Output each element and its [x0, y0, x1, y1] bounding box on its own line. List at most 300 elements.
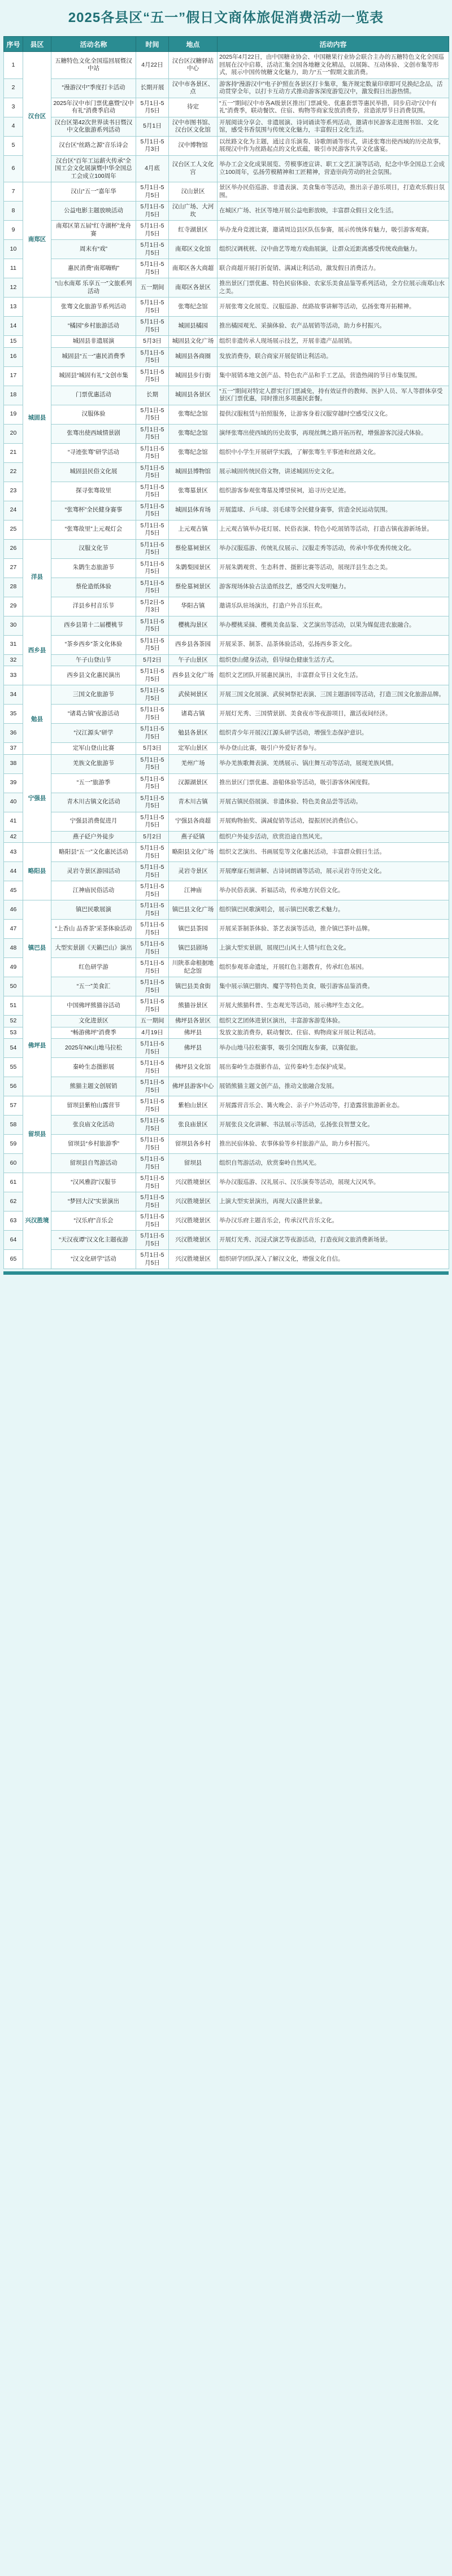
- table-row: [4, 920, 449, 939]
- event-description: 组织汉调桄桄、汉中曲艺等地方戏曲展演，让群众近距离感受传统戏曲魅力。: [218, 240, 449, 259]
- row-number: 48: [4, 939, 23, 958]
- table-row: [4, 539, 449, 558]
- row-number: 11: [4, 259, 23, 278]
- row-number: 63: [4, 1212, 23, 1231]
- row-number: 60: [4, 1154, 23, 1173]
- event-description: 开展采茶制茶体验、茶艺表演等活动，推介镇巴茶叶品牌。: [218, 920, 449, 939]
- event-name: 洋县乡村音乐节: [51, 597, 136, 616]
- table-row: [4, 182, 449, 202]
- event-date: 5月1日-5月5日: [136, 920, 169, 939]
- event-date: 5月1日-5月5日: [136, 939, 169, 958]
- event-venue: 城固县各商圈: [169, 347, 218, 366]
- table-row: [4, 616, 449, 635]
- event-description: 举办登山比赛，吸引户外爱好者参与。: [218, 743, 449, 755]
- event-date: 5月1日-5月5日: [136, 1077, 169, 1096]
- event-date: 5月1日-5月5日: [136, 443, 169, 462]
- event-name: 汉服文化节: [51, 539, 136, 558]
- event-venue: 留坝县: [169, 1154, 218, 1173]
- event-name: 略阳县“五一”文化惠民活动: [51, 843, 136, 862]
- row-number: 59: [4, 1135, 23, 1154]
- row-number: 6: [4, 155, 23, 182]
- table-row: [4, 977, 449, 996]
- event-venue: 华阳古镇: [169, 597, 218, 616]
- event-venue: 灵岩寺景区: [169, 862, 218, 881]
- event-description: 展示城固传统民俗文物，讲述城固历史文化。: [218, 462, 449, 482]
- table-row: [4, 1192, 449, 1212]
- table-row: [4, 743, 449, 755]
- event-venue: 蔡伦墓祠景区: [169, 539, 218, 558]
- event-venue: 西乡县各茶园: [169, 635, 218, 654]
- event-date: 5月1日-5月5日: [136, 1058, 169, 1077]
- event-description: 开展灯光秀、沉浸式演艺等夜游活动，打造夜间文旅消费新场景。: [218, 1231, 449, 1250]
- row-number: 33: [4, 666, 23, 685]
- event-venue: 羌州广场: [169, 754, 218, 773]
- table-row: [4, 1058, 449, 1077]
- event-date: 5月1日-5月5日: [136, 724, 169, 743]
- table-row: [4, 1027, 449, 1039]
- event-date: 4月22日: [136, 52, 169, 79]
- row-number: 47: [4, 920, 23, 939]
- event-venue: 朱鹮梨园景区: [169, 558, 218, 578]
- table-row: [4, 685, 449, 705]
- event-description: “五一”期间汉中市各A级景区推出门票减免、优惠套票等惠民举措，同步启动“汉中有礼”消费季，联动餐饮、住宿、购物等商家发放消费券，营造浓厚节日消费氛围。: [218, 98, 449, 117]
- row-number: 19: [4, 405, 23, 424]
- table-row: [4, 386, 449, 405]
- row-number: 54: [4, 1039, 23, 1058]
- table-row: [4, 597, 449, 616]
- event-date: 5月1日-5月5日: [136, 773, 169, 793]
- table-row: [4, 1135, 449, 1154]
- event-name: “汉文化研学”活动: [51, 1250, 136, 1269]
- event-venue: 川陕革命根据地纪念馆: [169, 958, 218, 977]
- event-date: 5月1日-5月5日: [136, 705, 169, 724]
- event-date: 五一期间: [136, 1016, 169, 1027]
- event-venue: 城固县文化广场: [169, 336, 218, 348]
- event-date: 5月1日-5月5日: [136, 424, 169, 443]
- event-description: 联合商超开展打折促销、满减让利活动，激发假日消费活力。: [218, 259, 449, 278]
- table-row: [4, 336, 449, 348]
- row-number: 38: [4, 754, 23, 773]
- event-name: “梦回大汉”实景演出: [51, 1192, 136, 1212]
- event-date: 5月1日-5月5日: [136, 793, 169, 812]
- table-row: [4, 1154, 449, 1173]
- county-cell: 略阳县: [23, 843, 51, 900]
- event-name: 蔡伦造纸体验: [51, 578, 136, 597]
- event-date: 5月1日-5月5日: [136, 202, 169, 221]
- event-name: 午子山登山节: [51, 654, 136, 666]
- page-title: 2025各县区“五一”假日文商体旅促消费活动一览表: [68, 10, 384, 25]
- table-row: [4, 1212, 449, 1231]
- table-row: [4, 482, 449, 501]
- event-description: 在城区广场、社区等地开展公益电影放映，丰富群众假日文化生活。: [218, 202, 449, 221]
- event-venue: 兴汉胜境景区: [169, 1173, 218, 1192]
- event-venue: 南郑区各景区: [169, 278, 218, 298]
- event-description: 组织中小学生开展研学实践，了解张骞生平事迹和丝路文化。: [218, 443, 449, 462]
- event-name: “橘园”乡村旅游活动: [51, 317, 136, 336]
- row-number: 30: [4, 616, 23, 635]
- row-number: 41: [4, 812, 23, 831]
- event-description: 开展阅读分享会、非遗展演、诗词诵读等系列活动，邀请市民游客走进图书馆、文化馆，感受书香氛围与传统文化魅力，丰富假日文化生活。: [218, 117, 449, 136]
- event-date: 5月1日-5月5日: [136, 666, 169, 685]
- event-date: 5月1日-5月5日: [136, 462, 169, 482]
- event-description: 开展大熊猫科普、生态观光等活动，展示佛坪生态文化。: [218, 996, 449, 1016]
- event-description: 游客持“漫游汉中”电子护照在各景区打卡集章，集齐规定数量印章即可兑换纪念品，活动贯穿全年，以打卡互动方式推动游客深度游览汉中，激发假日出游热情。: [218, 78, 449, 98]
- event-venue: 汉中市图书馆、汉台区文化馆: [169, 117, 218, 136]
- event-name: “茶乡西乡”茶文化体验: [51, 635, 136, 654]
- event-name: 2025年NK山地马拉松: [51, 1039, 136, 1058]
- event-name: 留坝县自驾游活动: [51, 1154, 136, 1173]
- table-row: [4, 366, 449, 386]
- event-name: 羌族文化旅游节: [51, 754, 136, 773]
- table-row: [4, 635, 449, 654]
- event-description: 开展采茶、制茶、品茶体验活动，弘扬西乡茶文化。: [218, 635, 449, 654]
- event-name: “上香山 品香茶”采茶体验活动: [51, 920, 136, 939]
- table-row: [4, 812, 449, 831]
- event-date: 5月1日-5月5日: [136, 754, 169, 773]
- event-date: 4月底: [136, 155, 169, 182]
- event-name: 惠民消费“南郑嗨购”: [51, 259, 136, 278]
- table-row: [4, 1096, 449, 1116]
- event-description: 开展摩崖石刻讲解、古诗词朗诵等活动，展示灵岩寺历史文化。: [218, 862, 449, 881]
- event-description: 举办工会文化成果展览、劳模事迹宣讲、职工文艺汇演等活动，纪念中华全国总工会成立100周年，弘扬劳模精神和工匠精神，营造崇尚劳动的社会氛围。: [218, 155, 449, 182]
- event-date: 5月1日-5月5日: [136, 221, 169, 240]
- row-number: 35: [4, 705, 23, 724]
- county-cell: 镇巴县: [23, 900, 51, 996]
- event-name: 门票优惠活动: [51, 386, 136, 405]
- table-row: [4, 666, 449, 685]
- row-number: 36: [4, 724, 23, 743]
- event-description: 组织镇巴民歌演唱会，展示镇巴民歌艺术魅力。: [218, 900, 449, 920]
- row-number: 1: [4, 52, 23, 79]
- event-name: 青木川古镇文化活动: [51, 793, 136, 812]
- event-venue: 张骞纪念馆: [169, 405, 218, 424]
- county-cell: 勉县: [23, 685, 51, 755]
- county-cell: 佛坪县: [23, 996, 51, 1096]
- table-row: [4, 724, 449, 743]
- event-description: 开展灯光秀、三国情景剧、美食夜市等夜游项目，激活夜间经济。: [218, 705, 449, 724]
- event-description: 推出民宿体验、农事体验等乡村旅游产品，助力乡村振兴。: [218, 1135, 449, 1154]
- event-name: “五一”旅游季: [51, 773, 136, 793]
- event-venue: 佛坪县: [169, 1039, 218, 1058]
- event-date: 5月1日-5月5日: [136, 881, 169, 900]
- event-date: 5月1日-5月5日: [136, 1116, 169, 1135]
- event-description: 2025年4月22日，由中国糖业协会、中国糖果行业协会联合主办的五糖特色文化全国巡回展在汉中启幕，活动汇集全国各地糖文化精品，以展陈、互动体验、文创市集等形式，展示中国传统糖文化魅力，助力“五一”假期文旅消费。: [218, 52, 449, 79]
- event-date: 5月1日-5月5日: [136, 347, 169, 366]
- table-row: [4, 654, 449, 666]
- table-row: [4, 501, 449, 520]
- event-date: 5月3日: [136, 336, 169, 348]
- event-venue: 镇巴县美食街: [169, 977, 218, 996]
- table-row: [4, 754, 449, 773]
- row-number: 53: [4, 1027, 23, 1039]
- row-number: 17: [4, 366, 23, 386]
- event-venue: 留坝县各乡村: [169, 1135, 218, 1154]
- event-name: 文化进景区: [51, 1016, 136, 1027]
- event-venue: 南郑区各大商超: [169, 259, 218, 278]
- event-venue: 汉中博物馆: [169, 136, 218, 155]
- event-description: 举办山地马拉松赛事，吸引全国跑友参赛，以赛促旅。: [218, 1039, 449, 1058]
- row-number: 2: [4, 78, 23, 98]
- bottom-band: [3, 1271, 449, 1275]
- row-number: 28: [4, 578, 23, 597]
- row-number: 32: [4, 654, 23, 666]
- row-number: 49: [4, 958, 23, 977]
- table-row: [4, 881, 449, 900]
- event-date: 5月1日-5月5日: [136, 520, 169, 539]
- row-number: 3: [4, 98, 23, 117]
- row-number: 34: [4, 685, 23, 705]
- event-venue: 江神庙: [169, 881, 218, 900]
- event-description: 集中展示镇巴腊肉、魔芋等特色美食，吸引游客品鉴消费。: [218, 977, 449, 996]
- row-number: 43: [4, 843, 23, 862]
- row-number: 20: [4, 424, 23, 443]
- event-date: 5月1日-5月5日: [136, 405, 169, 424]
- event-name: 探寻张骞故里: [51, 482, 136, 501]
- event-name: “五一”美食汇: [51, 977, 136, 996]
- table-row: [4, 202, 449, 221]
- event-venue: 勉县各景区: [169, 724, 218, 743]
- event-name: 燕子砭户外徒步: [51, 831, 136, 843]
- row-number: 56: [4, 1077, 23, 1096]
- row-number: 21: [4, 443, 23, 462]
- event-description: 推出橘园观光、采摘体验、农产品展销等活动，助力乡村振兴。: [218, 317, 449, 336]
- event-date: 5月1日-5月3日: [136, 136, 169, 155]
- table-row: [4, 520, 449, 539]
- event-date: 5月1日-5月5日: [136, 98, 169, 117]
- row-number: 15: [4, 336, 23, 348]
- event-date: 5月1日-5月5日: [136, 1173, 169, 1192]
- event-name: “漫游汉中”季度打卡活动: [51, 78, 136, 98]
- event-venue: 青木川古镇: [169, 793, 218, 812]
- event-description: 景区举办民俗巡游、非遗表演、美食集市等活动，推出亲子游乐项目，打造欢乐假日氛围。: [218, 182, 449, 202]
- event-name: 城固县“城固有礼”文创市集: [51, 366, 136, 386]
- event-venue: 定军山景区: [169, 743, 218, 755]
- event-name: “天汉夜谭”汉文化主题夜游: [51, 1231, 136, 1250]
- row-number: 64: [4, 1231, 23, 1250]
- event-venue: 城固县博物馆: [169, 462, 218, 482]
- event-description: 提供汉服租赁与拍照服务，让游客身着汉服穿越时空感受汉文化。: [218, 405, 449, 424]
- event-date: 5月1日-5月5日: [136, 635, 169, 654]
- event-description: 组织户外徒步活动，欣赏沿途自然风光。: [218, 831, 449, 843]
- event-description: 组织文艺团体进景区演出，丰富游客游览体验。: [218, 1016, 449, 1027]
- row-number: 10: [4, 240, 23, 259]
- event-description: 组织参观革命遗址，开展红色主题教育，传承红色基因。: [218, 958, 449, 977]
- event-description: 以丝路文化为主题，通过音乐演奏、诗歌朗诵等形式，讲述张骞出使西域的历史故事，展现汉中作为丝路起点的文化底蕴，吸引市民游客共享文化盛宴。: [218, 136, 449, 155]
- table-row: [4, 1039, 449, 1058]
- event-venue: 午子山景区: [169, 654, 218, 666]
- row-number: 39: [4, 773, 23, 793]
- event-venue: 武侯祠景区: [169, 685, 218, 705]
- row-number: 9: [4, 221, 23, 240]
- row-number: 23: [4, 482, 23, 501]
- table-row: [4, 221, 449, 240]
- event-date: 5月1日-5月5日: [136, 900, 169, 920]
- row-number: 27: [4, 558, 23, 578]
- event-venue: 汉源湖景区: [169, 773, 218, 793]
- event-date: 4月19日: [136, 1027, 169, 1039]
- table-row: [4, 900, 449, 920]
- event-date: 5月1日-5月5日: [136, 1212, 169, 1231]
- table-row: [4, 996, 449, 1016]
- row-number: 44: [4, 862, 23, 881]
- table-row: [4, 136, 449, 155]
- table-row: [4, 259, 449, 278]
- event-venue: 张骞纪念馆: [169, 443, 218, 462]
- table-row: [4, 405, 449, 424]
- event-date: 5月1日-5月5日: [136, 578, 169, 597]
- event-venue: 佛坪县各景区: [169, 1016, 218, 1027]
- event-description: 组织登山健身活动，倡导绿色健康生活方式。: [218, 654, 449, 666]
- event-description: 开展购物抽奖、满减促销等活动，提振居民消费信心。: [218, 812, 449, 831]
- event-venue: 张良庙景区: [169, 1116, 218, 1135]
- event-description: 组织文艺演出、书画展览等文化惠民活动，丰富群众假日生活。: [218, 843, 449, 862]
- event-date: 长期: [136, 386, 169, 405]
- row-number: 25: [4, 520, 23, 539]
- event-venue: 镇巴县文化广场: [169, 900, 218, 920]
- table-row: [4, 1231, 449, 1250]
- event-date: 5月1日-5月5日: [136, 958, 169, 977]
- table-row: [4, 278, 449, 298]
- row-number: 55: [4, 1058, 23, 1077]
- table-row: [4, 443, 449, 462]
- row-number: 61: [4, 1173, 23, 1192]
- row-number: 57: [4, 1096, 23, 1116]
- event-name: “汉风雅韵”汉服节: [51, 1173, 136, 1192]
- event-date: 5月1日-5月5日: [136, 1135, 169, 1154]
- event-description: 推出景区门票优惠、游船体验等活动，吸引游客休闲度假。: [218, 773, 449, 793]
- header-venue: 地点: [169, 37, 218, 52]
- row-number: 51: [4, 996, 23, 1016]
- event-venue: 汉台区工人文化宫: [169, 155, 218, 182]
- event-venue: 熊猫谷景区: [169, 996, 218, 1016]
- row-number: 22: [4, 462, 23, 482]
- county-cell: 城固县: [23, 298, 51, 540]
- event-name: 汉台区“丝路之源”音乐诗会: [51, 136, 136, 155]
- row-number: 14: [4, 317, 23, 336]
- event-date: 5月2日-5月3日: [136, 597, 169, 616]
- event-date: 5月1日-5月5日: [136, 182, 169, 202]
- event-date: 5月1日-5月5日: [136, 1250, 169, 1269]
- event-name: 中国佛坪熊猫谷活动: [51, 996, 136, 1016]
- event-name: 张骞文化旅游节系列活动: [51, 298, 136, 317]
- event-description: 推出景区门票优惠、特色民宿体验、农家乐美食品鉴等系列活动，全方位展示南郑山水之美。: [218, 278, 449, 298]
- event-description: 上演大型实景剧，展现巴山风土人情与红色文化。: [218, 939, 449, 958]
- row-number: 7: [4, 182, 23, 202]
- event-description: 开展张骞文化展览、汉服巡游、丝路故事讲解等活动，弘扬张骞开拓精神。: [218, 298, 449, 317]
- table-row: [4, 1016, 449, 1027]
- event-venue: 城固县步行街: [169, 366, 218, 386]
- event-venue: 佛坪县: [169, 1027, 218, 1039]
- event-date: 5月2日: [136, 831, 169, 843]
- event-date: 5月3日: [136, 743, 169, 755]
- event-name: 宁强县消费促进月: [51, 812, 136, 831]
- event-description: 举办龙舟竞渡比赛，邀请周边县区队伍参赛，展示传统体育魅力，吸引游客观赛。: [218, 221, 449, 240]
- row-number: 16: [4, 347, 23, 366]
- event-date: 5月1日-5月5日: [136, 1096, 169, 1116]
- table-row: [4, 462, 449, 482]
- county-cell: 汉台区: [23, 52, 51, 182]
- row-number: 50: [4, 977, 23, 996]
- event-name: 城固县“五一”惠民消费季: [51, 347, 136, 366]
- table-row: [4, 1173, 449, 1192]
- row-number: 8: [4, 202, 23, 221]
- event-date: 5月1日-5月5日: [136, 501, 169, 520]
- event-venue: 蔡伦墓祠景区: [169, 578, 218, 597]
- county-cell: 西乡县: [23, 616, 51, 685]
- event-date: 5月1日-5月5日: [136, 616, 169, 635]
- row-number: 45: [4, 881, 23, 900]
- event-venue: 张骞纪念馆: [169, 424, 218, 443]
- event-name: 城固县非遗展演: [51, 336, 136, 348]
- event-name: 灵岩寺景区游园活动: [51, 862, 136, 881]
- event-name: “寻迹张骞”研学活动: [51, 443, 136, 462]
- event-name: 镇巴民歌展演: [51, 900, 136, 920]
- event-venue: 汉山景区: [169, 182, 218, 202]
- event-venue: 樱桃沟景区: [169, 616, 218, 635]
- event-date: 5月1日-5月5日: [136, 1231, 169, 1250]
- table-row: [4, 298, 449, 317]
- event-name: 三国文化旅游节: [51, 685, 136, 705]
- event-date: 5月1日-5月5日: [136, 996, 169, 1016]
- event-venue: 佛坪县游客中心: [169, 1077, 218, 1096]
- event-description: 举办汉服巡游、汉礼展示、汉乐演奏等活动，展现大汉风华。: [218, 1173, 449, 1192]
- county-cell: 宁强县: [23, 754, 51, 843]
- table-row: [4, 831, 449, 843]
- table-row: [4, 958, 449, 977]
- event-name: 大型实景剧《天籁巴山》演出: [51, 939, 136, 958]
- event-venue: 汉台区汉糖驿站中心: [169, 52, 218, 79]
- event-venue: 红寺湖景区: [169, 221, 218, 240]
- event-date: 5月1日-5月5日: [136, 685, 169, 705]
- event-venue: 张骞纪念馆: [169, 298, 218, 317]
- event-description: 演绎张骞出使西域的历史故事，再现丝绸之路开拓历程，增强游客沉浸式体验。: [218, 424, 449, 443]
- county-cell: 兴汉胜境: [23, 1173, 51, 1269]
- event-name: 汉服体验: [51, 405, 136, 424]
- event-name: 2025年汉中市门票优惠暨“汉中有礼”消费季启动: [51, 98, 136, 117]
- event-description: 组织研学团队深入了解汉文化，增强文化自信。: [218, 1250, 449, 1269]
- event-description: “五一”期间对特定人群实行门票减免，持有效证件的教师、医护人员、军人等群体享受景区门票优惠，同时推出多项惠民套餐。: [218, 386, 449, 405]
- header-date: 时间: [136, 37, 169, 52]
- event-name: 江神庙民俗活动: [51, 881, 136, 900]
- event-name: 秦岭生态摄影展: [51, 1058, 136, 1077]
- event-description: 游客现场体验古法造纸技艺，感受四大发明魅力。: [218, 578, 449, 597]
- event-name: “诸葛古镇”夜游活动: [51, 705, 136, 724]
- event-name: 张骞出使西域情景剧: [51, 424, 136, 443]
- event-name: 汉山“五一”嘉年华: [51, 182, 136, 202]
- event-venue: 城固县各景区: [169, 386, 218, 405]
- event-date: 5月1日-5月5日: [136, 812, 169, 831]
- event-venue: 城固县橘园: [169, 317, 218, 336]
- row-number: 24: [4, 501, 23, 520]
- event-name: 定军山登山比赛: [51, 743, 136, 755]
- table-row: [4, 705, 449, 724]
- event-date: 5月1日-5月5日: [136, 298, 169, 317]
- event-description: 开展古镇民俗展演、非遗体验、特色美食品尝等活动。: [218, 793, 449, 812]
- table-row: [4, 424, 449, 443]
- event-venue: 兴汉胜境景区: [169, 1231, 218, 1250]
- event-name: 南郑区第五届“红寺湖杯”龙舟赛: [51, 221, 136, 240]
- event-venue: 城固县体育场: [169, 501, 218, 520]
- event-venue: 紫柏山景区: [169, 1096, 218, 1116]
- table-row: [4, 98, 449, 117]
- row-number: 62: [4, 1192, 23, 1212]
- event-date: 5月1日-5月5日: [136, 843, 169, 862]
- event-name: “山水南郑 乐享五一”文旅系列活动: [51, 278, 136, 298]
- header-name: 活动名称: [51, 37, 136, 52]
- event-venue: 待定: [169, 98, 218, 117]
- county-cell: 留坝县: [23, 1096, 51, 1173]
- event-description: 集中展销本地文创产品、特色农产品和手工艺品，营造热闹的节日市集氛围。: [218, 366, 449, 386]
